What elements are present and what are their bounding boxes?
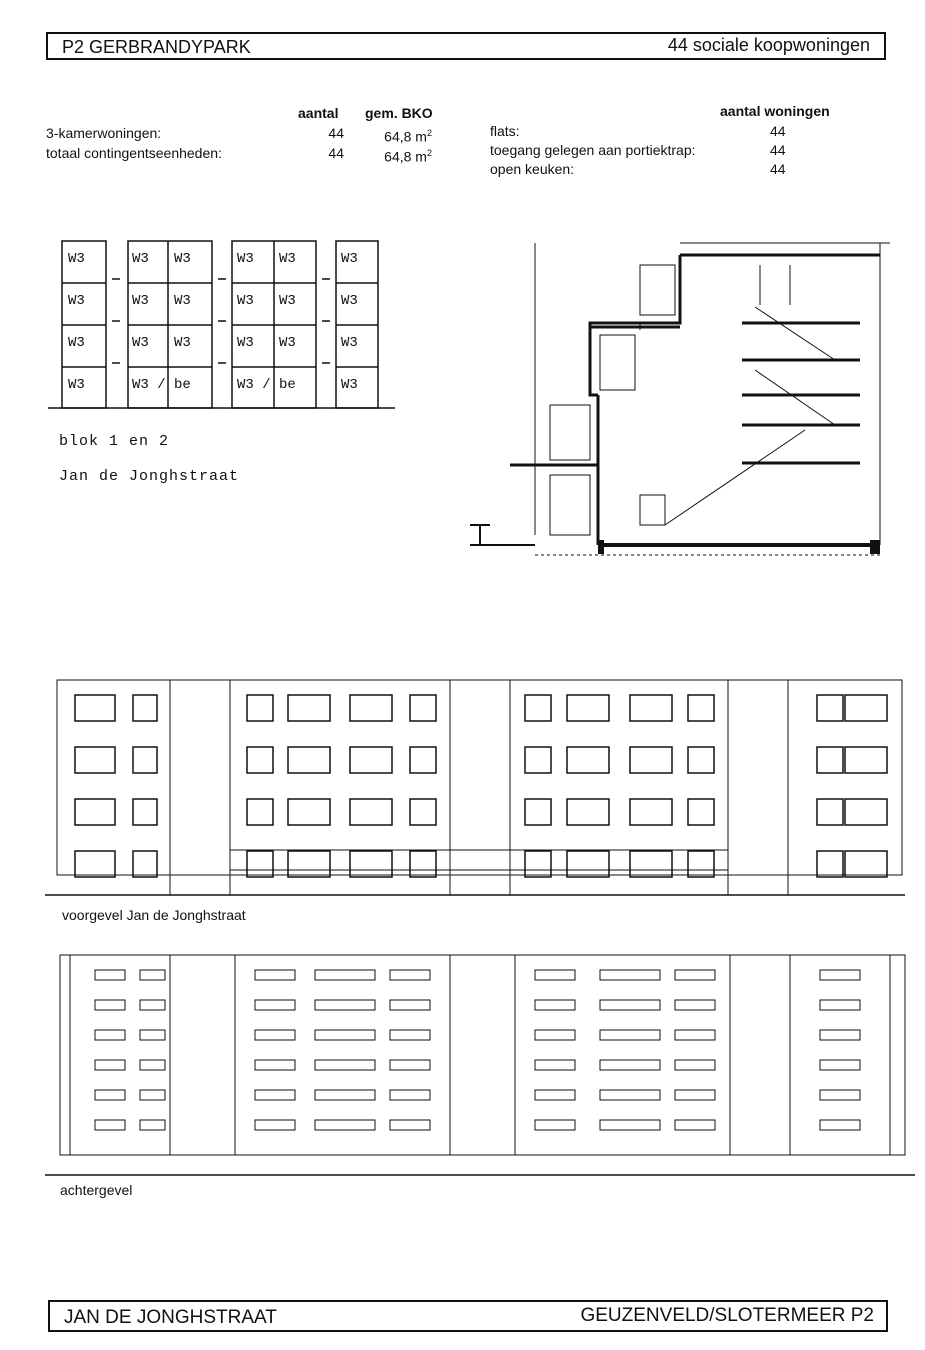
unit-label: W3 (132, 335, 149, 351)
window-mark (140, 1060, 165, 1070)
col-bko-header: gem. BKO (365, 105, 433, 121)
window-mark (288, 851, 330, 877)
window-mark (535, 1120, 575, 1130)
stats-right-value: 44 (770, 142, 786, 158)
window-mark (133, 695, 157, 721)
window-mark (600, 1030, 660, 1040)
unit-label: W3 (68, 293, 85, 309)
window-mark (140, 1090, 165, 1100)
front-elevation-caption: voorgevel Jan de Jonghstraat (62, 907, 246, 923)
window-mark (133, 799, 157, 825)
unit-label: W3 (279, 251, 296, 267)
unit-label: W3 (237, 293, 254, 309)
window-mark (288, 695, 330, 721)
street-name: JAN DE JONGHSTRAAT (64, 1307, 277, 1328)
window-mark (630, 851, 672, 877)
window-mark (567, 799, 609, 825)
window-mark (95, 1000, 125, 1010)
district-name: GEUZENVELD/SLOTERMEER P2 (580, 1305, 874, 1326)
window-mark (140, 1000, 165, 1010)
window-mark (247, 695, 273, 721)
window-mark (567, 747, 609, 773)
unit-label: W3 (341, 293, 358, 309)
front-elevation-drawing (45, 675, 905, 900)
window-mark (390, 1000, 430, 1010)
unit-label: W3 (68, 251, 85, 267)
window-mark (75, 747, 115, 773)
window-mark (535, 1000, 575, 1010)
window-mark (315, 970, 375, 980)
window-mark (688, 747, 714, 773)
window-mark (133, 851, 157, 877)
window-mark (350, 695, 392, 721)
window-mark (75, 851, 115, 877)
unit-label: W3 (237, 335, 254, 351)
project-title: P2 GERBRANDYPARK (62, 37, 251, 57)
window-mark (95, 1090, 125, 1100)
window-mark (688, 799, 714, 825)
window-mark (535, 1030, 575, 1040)
window-mark (75, 695, 115, 721)
window-mark (350, 747, 392, 773)
window-mark (525, 851, 551, 877)
window-mark (817, 695, 843, 721)
window-mark (525, 799, 551, 825)
window-mark (133, 747, 157, 773)
window-mark (675, 1120, 715, 1130)
window-mark (600, 1060, 660, 1070)
window-mark (567, 695, 609, 721)
window-mark (95, 1060, 125, 1070)
window-mark (820, 1090, 860, 1100)
window-mark (315, 1060, 375, 1070)
unit-label: W3 (279, 335, 296, 351)
window-mark (820, 1000, 860, 1010)
window-mark (600, 1120, 660, 1130)
stats-right-value: 44 (770, 161, 786, 177)
stats-row-label: totaal contingentseenheden: (46, 145, 222, 161)
window-mark (140, 1030, 165, 1040)
window-mark (535, 1060, 575, 1070)
window-mark (688, 695, 714, 721)
unit-label: W3 (68, 335, 85, 351)
unit-label: W3 (132, 251, 149, 267)
window-mark (95, 970, 125, 980)
window-mark (675, 970, 715, 980)
street-caption: Jan de Jonghstraat (59, 468, 240, 485)
window-mark (410, 851, 436, 877)
window-mark (390, 1120, 430, 1130)
window-mark (688, 851, 714, 877)
stats-row-aantal: 44 (328, 125, 344, 141)
window-mark (390, 1030, 430, 1040)
stats-right-label: toegang gelegen aan portiektrap: (490, 142, 696, 158)
window-mark (535, 970, 575, 980)
rear-elevation-caption: achtergevel (60, 1182, 133, 1198)
window-mark (820, 1030, 860, 1040)
window-mark (288, 799, 330, 825)
footer-bar (48, 1300, 888, 1332)
stats-right-label: open keuken: (490, 161, 575, 177)
window-mark (630, 799, 672, 825)
header-bar (46, 32, 886, 60)
rear-elevation-drawing (45, 950, 915, 1180)
window-mark (845, 799, 887, 825)
project-subtitle: 44 sociale koopwoningen (667, 35, 870, 55)
window-mark (675, 1000, 715, 1010)
unit-label: W3 / be (237, 377, 296, 393)
window-mark (410, 747, 436, 773)
window-mark (410, 799, 436, 825)
window-mark (315, 1000, 375, 1010)
window-mark (820, 1120, 860, 1130)
window-mark (390, 1090, 430, 1100)
stats-right-label: flats: (490, 123, 520, 139)
window-mark (525, 747, 551, 773)
window-mark (315, 1030, 375, 1040)
window-mark (140, 970, 165, 980)
window-mark (817, 747, 843, 773)
window-mark (600, 1000, 660, 1010)
window-mark (350, 799, 392, 825)
window-mark (817, 851, 843, 877)
window-mark (255, 1090, 295, 1100)
window-mark (315, 1090, 375, 1100)
window-mark (845, 851, 887, 877)
unit-label: W3 (174, 251, 191, 267)
window-mark (535, 1090, 575, 1100)
stats-right-value: 44 (770, 123, 786, 139)
window-mark (315, 1120, 375, 1130)
window-mark (95, 1120, 125, 1130)
window-mark (288, 747, 330, 773)
unit-label: W3 (68, 377, 85, 393)
window-mark (247, 799, 273, 825)
window-mark (390, 1060, 430, 1070)
unit-label: W3 (341, 251, 358, 267)
window-mark (247, 851, 273, 877)
stats-row-bko: 64,8 $m^2$ (384, 128, 432, 145)
col-woningen-header: aantal woningen (720, 103, 830, 119)
unit-label: W3 (341, 335, 358, 351)
window-mark (255, 1000, 295, 1010)
stats-row-label: 3-kamerwoningen: (46, 125, 162, 141)
window-mark (255, 1120, 295, 1130)
unit-label: W3 (341, 377, 358, 393)
window-mark (255, 970, 295, 980)
unit-label: W3 (132, 293, 149, 309)
window-mark (567, 851, 609, 877)
window-mark (95, 1030, 125, 1040)
window-mark (255, 1030, 295, 1040)
window-mark (675, 1060, 715, 1070)
window-mark (675, 1030, 715, 1040)
window-mark (255, 1060, 295, 1070)
unit-label: W3 (237, 251, 254, 267)
window-mark (817, 799, 843, 825)
window-mark (75, 799, 115, 825)
window-mark (600, 1090, 660, 1100)
window-mark (845, 747, 887, 773)
window-mark (410, 695, 436, 721)
window-mark (630, 695, 672, 721)
window-mark (350, 851, 392, 877)
window-mark (525, 695, 551, 721)
window-mark (845, 695, 887, 721)
window-mark (140, 1120, 165, 1130)
window-mark (600, 970, 660, 980)
window-mark (820, 1060, 860, 1070)
window-mark (390, 970, 430, 980)
stats-row-bko: 64,8 $m^2$ (384, 148, 432, 165)
window-mark (630, 747, 672, 773)
building-section-drawing (470, 235, 900, 565)
block-caption: blok 1 en 2 (59, 433, 170, 450)
col-aantal-header: aantal (298, 105, 339, 121)
window-mark (247, 747, 273, 773)
unit-label: W3 (279, 293, 296, 309)
window-mark (675, 1090, 715, 1100)
unit-label: W3 (174, 293, 191, 309)
stats-row-aantal: 44 (328, 145, 344, 161)
unit-label: W3 (174, 335, 191, 351)
window-mark (820, 970, 860, 980)
unit-label: W3 / be (132, 377, 191, 393)
